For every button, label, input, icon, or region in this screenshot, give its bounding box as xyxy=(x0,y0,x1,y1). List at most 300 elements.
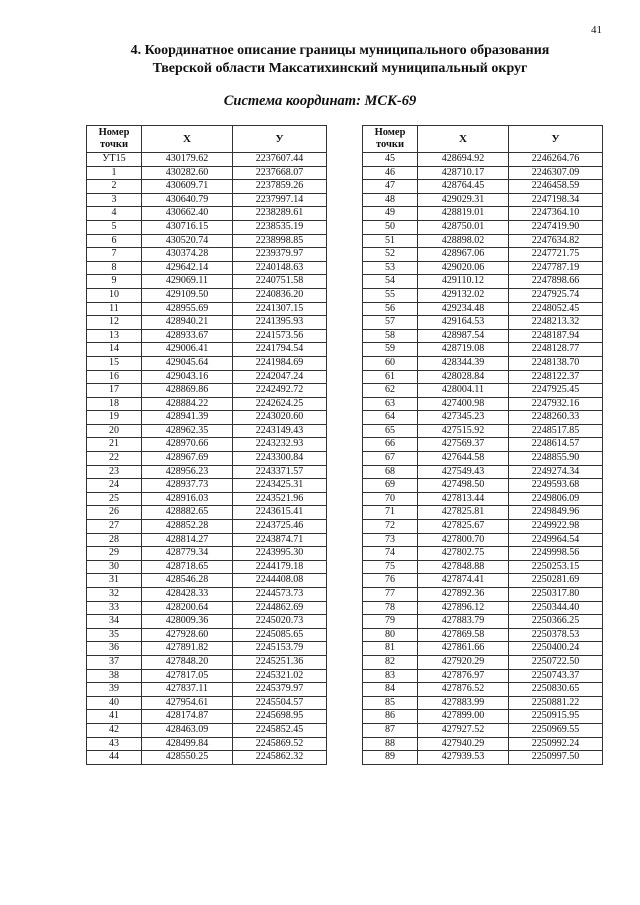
y-coordinate-cell: 2237997.14 xyxy=(233,193,327,207)
point-number-cell: 80 xyxy=(363,628,418,642)
x-coordinate-cell: 427927.52 xyxy=(418,723,509,737)
point-number-cell: 53 xyxy=(363,261,418,275)
x-coordinate-cell: 427825.81 xyxy=(418,506,509,520)
header-number-line-1: Номер xyxy=(374,127,406,138)
y-coordinate-cell: 2244179.18 xyxy=(233,560,327,574)
table-row xyxy=(363,275,603,289)
header-y: У xyxy=(233,126,327,153)
y-coordinate-cell: 2250881.22 xyxy=(509,696,603,710)
point-number-cell: 66 xyxy=(363,438,418,452)
coordinate-system-title: Система координат: МСК-69 xyxy=(223,93,417,109)
table-row xyxy=(87,655,327,669)
table-row xyxy=(87,723,327,737)
point-number-cell: 42 xyxy=(87,723,142,737)
point-number-cell: 4 xyxy=(87,207,142,221)
table-row xyxy=(87,696,327,710)
y-coordinate-cell: 2243371.57 xyxy=(233,465,327,479)
x-coordinate-cell: 427825.67 xyxy=(418,520,509,534)
x-coordinate-cell: 427896.12 xyxy=(418,601,509,615)
point-number-cell: 34 xyxy=(87,615,142,629)
x-coordinate-cell: 427848.20 xyxy=(142,655,233,669)
x-coordinate-cell: 428718.65 xyxy=(142,560,233,574)
point-number-cell: 64 xyxy=(363,411,418,425)
x-coordinate-cell: 427498.50 xyxy=(418,479,509,493)
y-coordinate-cell: 2246458.59 xyxy=(509,180,603,194)
x-coordinate-cell: 427891.82 xyxy=(142,642,233,656)
point-number-cell: 61 xyxy=(363,370,418,384)
point-number-cell: 8 xyxy=(87,261,142,275)
table-row xyxy=(363,520,603,534)
y-coordinate-cell: 2250344.40 xyxy=(509,601,603,615)
x-coordinate-cell: 427940.29 xyxy=(418,737,509,751)
table-row xyxy=(87,302,327,316)
x-coordinate-cell: 427515.92 xyxy=(418,424,509,438)
point-number-cell: 37 xyxy=(87,655,142,669)
point-number-cell: 23 xyxy=(87,465,142,479)
header-number-line-1: Номер xyxy=(98,127,130,138)
point-number-cell: 47 xyxy=(363,180,418,194)
x-coordinate-cell: 428884.22 xyxy=(142,397,233,411)
table-row xyxy=(87,588,327,602)
table-row xyxy=(363,588,603,602)
x-coordinate-cell: 430179.62 xyxy=(142,153,233,167)
y-coordinate-cell: 2243995.30 xyxy=(233,547,327,561)
y-coordinate-cell: 2250830.65 xyxy=(509,683,603,697)
point-number-cell: 43 xyxy=(87,737,142,751)
x-coordinate-cell: 427813.44 xyxy=(418,492,509,506)
x-coordinate-cell: 428499.84 xyxy=(142,737,233,751)
x-coordinate-cell: 427928.60 xyxy=(142,628,233,642)
table-row xyxy=(363,207,603,221)
table-row xyxy=(87,356,327,370)
x-coordinate-cell: 429045.64 xyxy=(142,356,233,370)
y-coordinate-cell: 2245698.95 xyxy=(233,710,327,724)
y-coordinate-cell: 2248128.77 xyxy=(509,343,603,357)
point-number-cell: 36 xyxy=(87,642,142,656)
y-coordinate-cell: 2243232.93 xyxy=(233,438,327,452)
table-row xyxy=(87,343,327,357)
point-number-cell: 21 xyxy=(87,438,142,452)
x-coordinate-cell: 429642.14 xyxy=(142,261,233,275)
y-coordinate-cell: 2240836.20 xyxy=(233,288,327,302)
point-number-cell: 6 xyxy=(87,234,142,248)
x-coordinate-cell: 428200.64 xyxy=(142,601,233,615)
point-number-cell: 58 xyxy=(363,329,418,343)
x-coordinate-cell: 428028.84 xyxy=(418,370,509,384)
table-row xyxy=(87,751,327,765)
y-coordinate-cell: 2248138.70 xyxy=(509,356,603,370)
y-coordinate-cell: 2250969.55 xyxy=(509,723,603,737)
x-coordinate-cell: 428463.09 xyxy=(142,723,233,737)
x-coordinate-cell: 428955.69 xyxy=(142,302,233,316)
point-number-cell: 67 xyxy=(363,452,418,466)
x-coordinate-cell: 427644.58 xyxy=(418,452,509,466)
table-row xyxy=(363,452,603,466)
table-row xyxy=(87,710,327,724)
table-row xyxy=(87,316,327,330)
point-number-cell: 10 xyxy=(87,288,142,302)
point-number-cell: 14 xyxy=(87,343,142,357)
x-coordinate-cell: 427549.43 xyxy=(418,465,509,479)
table-row xyxy=(87,438,327,452)
y-coordinate-cell: 2238289.61 xyxy=(233,207,327,221)
table-row xyxy=(363,560,603,574)
table-row xyxy=(363,737,603,751)
point-number-cell: 71 xyxy=(363,506,418,520)
point-number-cell: 48 xyxy=(363,193,418,207)
y-coordinate-cell: 2247198.34 xyxy=(509,193,603,207)
table-row xyxy=(363,642,603,656)
point-number-cell: 30 xyxy=(87,560,142,574)
x-coordinate-cell: 430374.28 xyxy=(142,248,233,262)
x-coordinate-cell: 428779.34 xyxy=(142,547,233,561)
x-coordinate-cell: 429164.53 xyxy=(418,316,509,330)
header-number-line-2: точки xyxy=(99,139,129,150)
point-number-cell: 79 xyxy=(363,615,418,629)
y-coordinate-cell: 2249922.98 xyxy=(509,520,603,534)
table-row xyxy=(363,356,603,370)
point-number-cell: 17 xyxy=(87,384,142,398)
y-coordinate-cell: 2243149.43 xyxy=(233,424,327,438)
y-coordinate-cell: 2250317.80 xyxy=(509,588,603,602)
x-coordinate-cell: 428967.06 xyxy=(418,248,509,262)
table-row xyxy=(363,492,603,506)
point-number-cell: 76 xyxy=(363,574,418,588)
x-coordinate-cell: 429020.06 xyxy=(418,261,509,275)
x-coordinate-cell: 428916.03 xyxy=(142,492,233,506)
point-number-cell: 52 xyxy=(363,248,418,262)
table-row xyxy=(87,329,327,343)
point-number-cell: 22 xyxy=(87,452,142,466)
y-coordinate-cell: 2243020.60 xyxy=(233,411,327,425)
table-row xyxy=(87,397,327,411)
x-coordinate-cell: 427883.79 xyxy=(418,615,509,629)
table-row xyxy=(363,479,603,493)
table-row xyxy=(363,370,603,384)
y-coordinate-cell: 2247925.74 xyxy=(509,288,603,302)
heading-line-1: 4. Координатное описание границы муниципального образования xyxy=(130,43,550,58)
x-coordinate-cell: 430662.40 xyxy=(142,207,233,221)
x-coordinate-cell: 427817.05 xyxy=(142,669,233,683)
y-coordinate-cell: 2240751.58 xyxy=(233,275,327,289)
point-number-cell: 72 xyxy=(363,520,418,534)
table-row xyxy=(363,180,603,194)
y-coordinate-cell: 2248260.33 xyxy=(509,411,603,425)
y-coordinate-cell: 2249964.54 xyxy=(509,533,603,547)
point-number-cell: 16 xyxy=(87,370,142,384)
coordinates-table-left xyxy=(86,125,327,765)
y-coordinate-cell: 2242492.72 xyxy=(233,384,327,398)
table-row xyxy=(363,397,603,411)
point-number-cell: 27 xyxy=(87,520,142,534)
table-row xyxy=(363,628,603,642)
point-number-cell: 19 xyxy=(87,411,142,425)
table-row xyxy=(87,153,327,167)
table-row xyxy=(87,261,327,275)
x-coordinate-cell: 428550.25 xyxy=(142,751,233,765)
y-coordinate-cell: 2243425.31 xyxy=(233,479,327,493)
y-coordinate-cell: 2247364.10 xyxy=(509,207,603,221)
x-coordinate-cell: 428970.66 xyxy=(142,438,233,452)
table-row xyxy=(363,506,603,520)
table-row xyxy=(87,452,327,466)
point-number-cell: 39 xyxy=(87,683,142,697)
point-number-cell: 88 xyxy=(363,737,418,751)
point-number-cell: 63 xyxy=(363,397,418,411)
x-coordinate-cell: 427876.52 xyxy=(418,683,509,697)
table-row xyxy=(363,153,603,167)
point-number-cell: 31 xyxy=(87,574,142,588)
point-number-cell: 62 xyxy=(363,384,418,398)
y-coordinate-cell: 2247721.75 xyxy=(509,248,603,262)
y-coordinate-cell: 2250378.53 xyxy=(509,628,603,642)
heading-line-2: Тверской области Максатихинский муниципальный округ xyxy=(152,61,528,76)
y-coordinate-cell: 2241794.54 xyxy=(233,343,327,357)
table-row xyxy=(363,343,603,357)
point-number-cell: 78 xyxy=(363,601,418,615)
y-coordinate-cell: 2245869.52 xyxy=(233,737,327,751)
table-row xyxy=(363,465,603,479)
x-coordinate-cell: 427892.36 xyxy=(418,588,509,602)
point-number-cell: 13 xyxy=(87,329,142,343)
point-number-cell: 33 xyxy=(87,601,142,615)
point-number-cell: 46 xyxy=(363,166,418,180)
y-coordinate-cell: 2245852.45 xyxy=(233,723,327,737)
x-coordinate-cell: 427802.75 xyxy=(418,547,509,561)
header-point-number xyxy=(363,126,418,153)
point-number-cell: 89 xyxy=(363,751,418,765)
table-row xyxy=(363,669,603,683)
y-coordinate-cell: 2249806.09 xyxy=(509,492,603,506)
y-coordinate-cell: 2245321.02 xyxy=(233,669,327,683)
point-number-cell: 59 xyxy=(363,343,418,357)
y-coordinate-cell: 2237859.26 xyxy=(233,180,327,194)
header-x: X xyxy=(142,126,233,153)
y-coordinate-cell: 2250722.50 xyxy=(509,655,603,669)
point-number-cell: 68 xyxy=(363,465,418,479)
table-row xyxy=(87,533,327,547)
x-coordinate-cell: 428940.21 xyxy=(142,316,233,330)
x-coordinate-cell: 427400.98 xyxy=(418,397,509,411)
table-body-left xyxy=(87,153,327,765)
point-number-cell: 18 xyxy=(87,397,142,411)
table-row xyxy=(87,547,327,561)
y-coordinate-cell: 2250281.69 xyxy=(509,574,603,588)
x-coordinate-cell: 429069.11 xyxy=(142,275,233,289)
point-number-cell: 44 xyxy=(87,751,142,765)
y-coordinate-cell: 2248187.94 xyxy=(509,329,603,343)
y-coordinate-cell: 2241307.15 xyxy=(233,302,327,316)
x-coordinate-cell: 428962.35 xyxy=(142,424,233,438)
x-coordinate-cell: 430282.60 xyxy=(142,166,233,180)
point-number-cell: 84 xyxy=(363,683,418,697)
table-row xyxy=(87,207,327,221)
x-coordinate-cell: 429029.31 xyxy=(418,193,509,207)
table-row xyxy=(87,560,327,574)
x-coordinate-cell: 430716.15 xyxy=(142,220,233,234)
x-coordinate-cell: 427939.53 xyxy=(418,751,509,765)
y-coordinate-cell: 2248517.85 xyxy=(509,424,603,438)
table-row xyxy=(87,615,327,629)
y-coordinate-cell: 2249593.68 xyxy=(509,479,603,493)
y-coordinate-cell: 2246307.09 xyxy=(509,166,603,180)
table-row xyxy=(363,710,603,724)
x-coordinate-cell: 428941.39 xyxy=(142,411,233,425)
x-coordinate-cell: 427883.99 xyxy=(418,696,509,710)
table-row xyxy=(363,193,603,207)
point-number-cell: 54 xyxy=(363,275,418,289)
table-row xyxy=(363,533,603,547)
table-row xyxy=(363,438,603,452)
table-row xyxy=(87,384,327,398)
y-coordinate-cell: 2238998.85 xyxy=(233,234,327,248)
x-coordinate-cell: 427837.11 xyxy=(142,683,233,697)
table-row xyxy=(363,248,603,262)
header-x: X xyxy=(418,126,509,153)
y-coordinate-cell: 2247787.19 xyxy=(509,261,603,275)
x-coordinate-cell: 428004.11 xyxy=(418,384,509,398)
table-row xyxy=(87,683,327,697)
x-coordinate-cell: 428694.92 xyxy=(418,153,509,167)
y-coordinate-cell: 2247898.66 xyxy=(509,275,603,289)
y-coordinate-cell: 2245379.97 xyxy=(233,683,327,697)
x-coordinate-cell: 430609.71 xyxy=(142,180,233,194)
point-number-cell: 29 xyxy=(87,547,142,561)
y-coordinate-cell: 2243725.46 xyxy=(233,520,327,534)
y-coordinate-cell: 2250743.37 xyxy=(509,669,603,683)
point-number-cell: 81 xyxy=(363,642,418,656)
point-number-cell: 86 xyxy=(363,710,418,724)
y-coordinate-cell: 2241395.93 xyxy=(233,316,327,330)
table-row xyxy=(363,723,603,737)
point-number-cell: 26 xyxy=(87,506,142,520)
point-number-cell: 20 xyxy=(87,424,142,438)
y-coordinate-cell: 2247634.82 xyxy=(509,234,603,248)
y-coordinate-cell: 2250915.95 xyxy=(509,710,603,724)
table-row xyxy=(87,180,327,194)
y-coordinate-cell: 2248213.32 xyxy=(509,316,603,330)
table-row xyxy=(363,384,603,398)
y-coordinate-cell: 2237668.07 xyxy=(233,166,327,180)
table-row xyxy=(87,642,327,656)
document-heading xyxy=(60,42,620,78)
point-number-cell: 75 xyxy=(363,560,418,574)
y-coordinate-cell: 2243521.96 xyxy=(233,492,327,506)
header-y: У xyxy=(509,126,603,153)
point-number-cell: 1 xyxy=(87,166,142,180)
table-row xyxy=(363,411,603,425)
x-coordinate-cell: 428428.33 xyxy=(142,588,233,602)
point-number-cell: 57 xyxy=(363,316,418,330)
x-coordinate-cell: 429006.41 xyxy=(142,343,233,357)
x-coordinate-cell: 429109.50 xyxy=(142,288,233,302)
y-coordinate-cell: 2247925.45 xyxy=(509,384,603,398)
table-row xyxy=(87,193,327,207)
y-coordinate-cell: 2242624.25 xyxy=(233,397,327,411)
x-coordinate-cell: 428174.87 xyxy=(142,710,233,724)
y-coordinate-cell: 2245153.79 xyxy=(233,642,327,656)
y-coordinate-cell: 2250992.24 xyxy=(509,737,603,751)
table-row xyxy=(87,166,327,180)
x-coordinate-cell: 430640.79 xyxy=(142,193,233,207)
point-number-cell: 82 xyxy=(363,655,418,669)
table-row xyxy=(363,615,603,629)
point-number-cell: 3 xyxy=(87,193,142,207)
point-number-cell: 45 xyxy=(363,153,418,167)
table-row xyxy=(363,424,603,438)
table-row xyxy=(87,248,327,262)
table-row xyxy=(87,737,327,751)
point-number-cell: 87 xyxy=(363,723,418,737)
y-coordinate-cell: 2243874.71 xyxy=(233,533,327,547)
table-row xyxy=(87,520,327,534)
x-coordinate-cell: 428710.17 xyxy=(418,166,509,180)
x-coordinate-cell: 428852.28 xyxy=(142,520,233,534)
x-coordinate-cell: 427899.00 xyxy=(418,710,509,724)
table-row xyxy=(87,234,327,248)
x-coordinate-cell: 427861.66 xyxy=(418,642,509,656)
point-number-cell: 32 xyxy=(87,588,142,602)
x-coordinate-cell: 427954.61 xyxy=(142,696,233,710)
point-number-cell: 73 xyxy=(363,533,418,547)
x-coordinate-cell: 428344.39 xyxy=(418,356,509,370)
point-number-cell: 50 xyxy=(363,220,418,234)
table-row xyxy=(363,601,603,615)
table-body-right xyxy=(363,153,603,765)
x-coordinate-cell: 427800.70 xyxy=(418,533,509,547)
x-coordinate-cell: 427920.29 xyxy=(418,655,509,669)
y-coordinate-cell: 2250366.25 xyxy=(509,615,603,629)
table-row xyxy=(87,479,327,493)
x-coordinate-cell: 428819.01 xyxy=(418,207,509,221)
table-row xyxy=(87,275,327,289)
x-coordinate-cell: 429132.02 xyxy=(418,288,509,302)
page-number: 41 xyxy=(591,24,602,36)
point-number-cell: УТ15 xyxy=(87,153,142,167)
coordinates-table-right xyxy=(362,125,603,765)
point-number-cell: 11 xyxy=(87,302,142,316)
y-coordinate-cell: 2250400.24 xyxy=(509,642,603,656)
y-coordinate-cell: 2240148.63 xyxy=(233,261,327,275)
y-coordinate-cell: 2248614.57 xyxy=(509,438,603,452)
y-coordinate-cell: 2248855.90 xyxy=(509,452,603,466)
x-coordinate-cell: 429110.12 xyxy=(418,275,509,289)
x-coordinate-cell: 428750.01 xyxy=(418,220,509,234)
y-coordinate-cell: 2245251.36 xyxy=(233,655,327,669)
y-coordinate-cell: 2238535.19 xyxy=(233,220,327,234)
y-coordinate-cell: 2247419.90 xyxy=(509,220,603,234)
x-coordinate-cell: 428546.28 xyxy=(142,574,233,588)
table-header-row xyxy=(87,126,327,153)
point-number-cell: 65 xyxy=(363,424,418,438)
table-row xyxy=(363,166,603,180)
point-number-cell: 24 xyxy=(87,479,142,493)
table-row xyxy=(363,234,603,248)
table-row xyxy=(363,288,603,302)
x-coordinate-cell: 429043.16 xyxy=(142,370,233,384)
point-number-cell: 2 xyxy=(87,180,142,194)
x-coordinate-cell: 428764.45 xyxy=(418,180,509,194)
point-number-cell: 28 xyxy=(87,533,142,547)
x-coordinate-cell: 428009.36 xyxy=(142,615,233,629)
point-number-cell: 41 xyxy=(87,710,142,724)
x-coordinate-cell: 428933.67 xyxy=(142,329,233,343)
table-row xyxy=(87,424,327,438)
table-row xyxy=(87,411,327,425)
y-coordinate-cell: 2244573.73 xyxy=(233,588,327,602)
point-number-cell: 60 xyxy=(363,356,418,370)
y-coordinate-cell: 2246264.76 xyxy=(509,153,603,167)
